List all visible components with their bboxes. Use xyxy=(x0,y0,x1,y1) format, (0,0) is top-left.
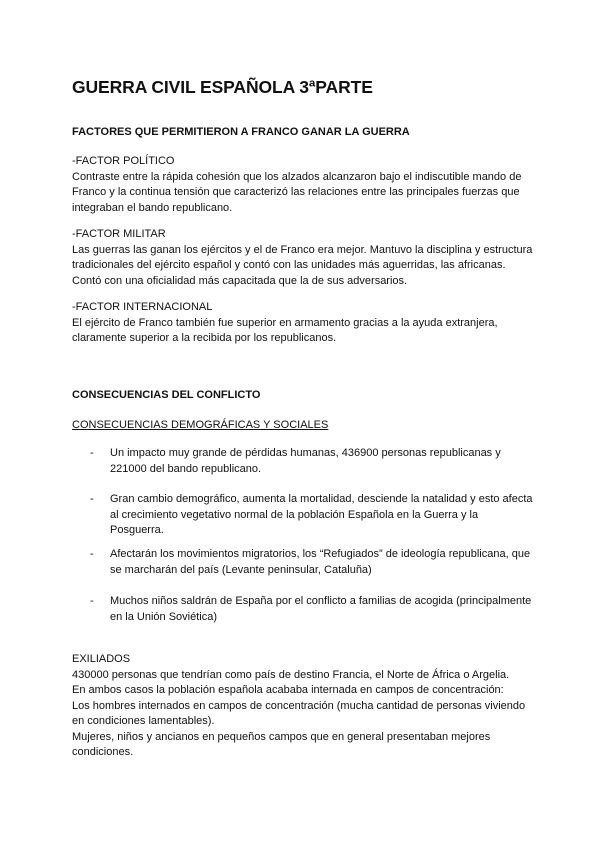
exiliados-section xyxy=(72,652,534,761)
factor-label: -FACTOR POLÍTICO xyxy=(72,155,175,167)
exiliados-line: En ambos casos la población española acababa internada en campos de concentración: xyxy=(72,684,504,696)
bullet-dash: - xyxy=(90,595,94,607)
list-item-text: Muchos niños saldrán de España por el conflicto a familias de acogida (principalmente en la Unión Soviética) xyxy=(110,595,532,623)
list-item-text: Gran cambio demográfico, aumenta la mortalidad, desciende la natalidad y esto afecta al crecimiento vegetativo normal de la población Española en la Guerra y la Posguerra. xyxy=(110,493,533,536)
subheading-demograficas: CONSECUENCIAS DEMOGRÁFICAS Y SOCIALES xyxy=(72,419,329,431)
factor-text: Contraste entre la rápida cohesión que los alzados alcanzaron bajo el indiscutible mando de Franco y la continua tensión que caracterizó las relaciones entre las principales fuerzas que integraban el bando republicano. xyxy=(72,170,522,214)
bullet-dash: - xyxy=(90,447,94,459)
section-heading-factores: FACTORES QUE PERMITIERON A FRANCO GANAR LA GUERRA xyxy=(72,126,410,138)
factor-militar xyxy=(72,227,534,289)
factor-label: -FACTOR INTERNACIONAL xyxy=(72,301,213,313)
factor-text: El ejército de Franco también fue superior en armamento gracias a la ayuda extranjera, claramente superior a la recibida por los republicanos. xyxy=(72,316,498,344)
exiliados-line: 430000 personas que tendrían como país de destino Francia, el Norte de África o Argelia. xyxy=(72,668,510,681)
factor-internacional xyxy=(72,300,534,347)
section-heading-consecuencias: CONSECUENCIAS DEL CONFLICTO xyxy=(72,389,261,401)
list-item-text: Afectarán los movimientos migratorios, los “Refugiados” de ideología republicana, que se marcharán del país (Levante peninsular, Cataluña) xyxy=(110,548,531,576)
bullet-dash: - xyxy=(90,493,94,505)
factor-label: -FACTOR MILITAR xyxy=(72,228,166,240)
page-title: GUERRA CIVIL ESPAÑOLA 3ªPARTE xyxy=(72,77,373,97)
factor-text: Las guerras las ganan los ejércitos y el de Franco era mejor. Mantuvo la disciplina y estructura tradicionales del ejército español y contó con las unidades más aguerridas, las africanas. Contó con una oficialidad más capacitada que la de sus adversarios. xyxy=(72,243,533,287)
list-item-text: Un impacto muy grande de pérdidas humanas, 436900 personas republicanas y 221000 del bando republicano. xyxy=(110,447,501,475)
factor-politico xyxy=(72,154,534,216)
bullet-dash: - xyxy=(90,548,94,560)
exiliados-line: Mujeres, niños y ancianos en pequeños campos que en general presentaban mejores condiciones. xyxy=(72,730,491,758)
exiliados-label: EXILIADOS xyxy=(72,653,131,665)
exiliados-line: Los hombres internados en campos de concentración (mucha cantidad de personas viviendo en condiciones lamentables). xyxy=(72,699,526,727)
